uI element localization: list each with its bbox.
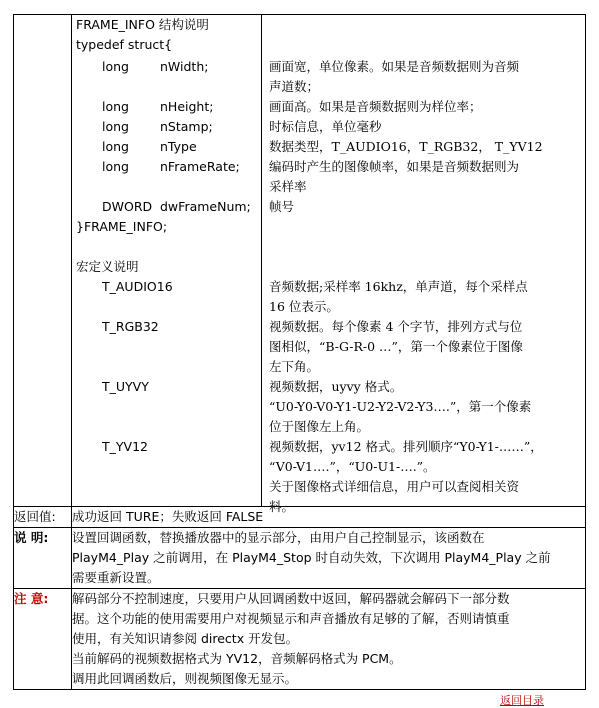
struct-code-cell xyxy=(72,15,262,507)
description-line: PlayM4_Play 之前调用，在 PlayM4_Stop 时自动失效，下次调用 PlayM4_Play 之前 xyxy=(72,550,551,565)
field-desc-line: 画面高。如果是音频数据则为样位率； xyxy=(269,99,482,114)
field-name: nFrameRate; xyxy=(160,159,240,174)
api-doc-table xyxy=(13,14,586,690)
return-row xyxy=(14,507,586,528)
field-name: nType xyxy=(160,139,197,154)
macro-desc-line: “V0-V1….”，“U0-U1-….”。 xyxy=(269,459,436,474)
macro-desc-line: 左下角。 xyxy=(269,359,320,374)
macro-desc-line: 视频数据。每个像素 4 个字节，排列方式与位 xyxy=(269,319,523,334)
field-type: long xyxy=(102,139,129,154)
field-type: long xyxy=(102,159,129,174)
macro-desc-line: 位于图像左上角。 xyxy=(269,419,370,434)
macro-desc-line: 音频数据;采样率 16khz，单声道，每个采样点 xyxy=(269,279,528,294)
field-type: long xyxy=(102,59,129,74)
macro-desc-line: 料。 xyxy=(269,499,295,514)
struct-close: }FRAME_INFO; xyxy=(76,219,168,234)
back-to-contents-link[interactable]: 返回目录 xyxy=(500,694,544,707)
field-name: nHeight; xyxy=(160,99,214,114)
field-desc-line: 画面宽，单位像素。如果是音频数据则为音频 xyxy=(269,59,520,74)
field-name: nWidth; xyxy=(160,59,209,74)
macros-title: 宏定义说明 xyxy=(76,259,139,274)
note-line: 当前解码的视频数据格式为 YV12，音频解码格式为 PCM。 xyxy=(72,651,402,666)
note-line: 据。这个功能的使用需要用户对视频显示和声音播放有足够的了解，否则请慎重 xyxy=(72,611,510,626)
field-name: nStamp; xyxy=(160,119,213,134)
macro-desc-line: 图相似，“B-G-R-0 …”，第一个像素位于图像 xyxy=(269,339,523,354)
field-desc-line: 声道数； xyxy=(269,79,320,94)
note-line: 解码部分不控制速度，只要用户从回调函数中返回，解码器就会解码下一部分数 xyxy=(72,591,510,606)
field-desc-line: 帧号 xyxy=(269,199,295,214)
macro-name: T_YV12 xyxy=(102,439,148,454)
field-desc-line: 采样率 xyxy=(269,179,307,194)
note-line: 调用此回调函数后，则视频图像无显示。 xyxy=(72,671,298,686)
field-type: long xyxy=(102,99,129,114)
note-label: 注 意: xyxy=(14,589,72,690)
return-text: 成功返回 TURE；失败返回 FALSE xyxy=(72,507,586,528)
macro-desc-line: “U0-Y0-V0-Y1-U2-Y2-V2-Y3….”，第一个像素 xyxy=(269,399,532,414)
description-row xyxy=(14,528,586,589)
description-label: 说 明: xyxy=(14,528,72,589)
field-type: long xyxy=(102,119,129,134)
field-desc-line: 编码时产生的图像帧率，如果是音频数据则为 xyxy=(269,159,520,174)
description-line: 设置回调函数，替换播放器中的显示部分，由用户自己控制显示，该函数在 xyxy=(72,530,485,545)
macro-desc-line: 16 位表示。 xyxy=(269,299,339,314)
struct-open: typedef struct{ xyxy=(76,37,173,52)
struct-section-row xyxy=(14,15,586,507)
description-line: 需要重新设置。 xyxy=(72,570,160,585)
macro-desc-line: 关于图像格式详细信息，用户可以查阅相关资 xyxy=(269,479,520,494)
description-text xyxy=(72,528,586,589)
macro-name: T_UYVY xyxy=(102,379,149,394)
empty-label-cell xyxy=(14,15,72,507)
field-name: dwFrameNum; xyxy=(160,199,251,214)
note-line: 使用，有关知识请参阅 directx 开发包。 xyxy=(72,631,299,646)
struct-desc-cell xyxy=(262,15,586,514)
return-label: 返回值: xyxy=(14,507,72,528)
field-desc-line: 时标信息，单位毫秒 xyxy=(269,119,382,134)
macro-name: T_AUDIO16 xyxy=(102,279,173,294)
field-type: DWORD xyxy=(102,199,153,214)
macro-desc-line: 视频数据，uyvy 格式。 xyxy=(269,379,403,394)
field-desc-line: 数据类型，T_AUDIO16，T_RGB32， T_YV12 xyxy=(269,139,543,154)
macro-desc-line: 视频数据，yv12 格式。排列顺序“Y0-Y1-……”， xyxy=(269,439,543,454)
note-text xyxy=(72,589,586,690)
macro-name: T_RGB32 xyxy=(102,319,159,334)
struct-title: FRAME_INFO 结构说明 xyxy=(76,17,209,32)
note-row xyxy=(14,589,586,690)
